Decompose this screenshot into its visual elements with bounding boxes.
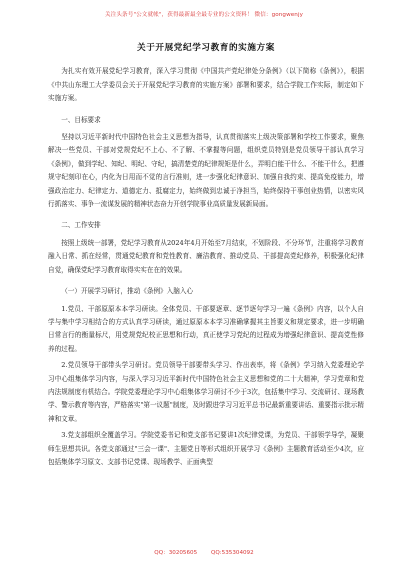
document-body	[48, 42, 364, 472]
work-plan-paragraph: 按照上级统一部署，党纪学习教育从2024年4月开始至7月结束，不划阶段、不分环节，注重将学习教育融入日常、抓在经常，贯通党纪教育和党性教育、廉洁教育、推动党员、干部提高党纪修养，积极强化纪律自觉，确保党纪学习教育取得实实在在的效果。	[48, 238, 364, 274]
subsection-heading-study: （一）开展学习研讨，推动《条例》入脑入心	[61, 287, 194, 296]
goals-paragraph: 坚持以习近平新时代中国特色社会主义思想为指导，认真贯彻落实上级决策部署和学校工作要求，聚焦解决一些党员、干部对党规党纪不上心、不了解、不掌握等问题，组织党员特别是党员领导干部认真学习《条例》，做到学纪、知纪、明纪、守纪，搞清楚党的纪律规矩是什么，弄明白能干什么、不能干什么，把遵规守纪刻印在心，内化为日用而不觉的言行准则，进一步强化纪律意识、加强自我约束、提高免疫能力，增强政治定力、纪律定力、道德定力、抵腐定力，始终做到忠诚于净担当，始终保持干事创业热情，以密实风行抓落实、事争一流谋发展的精神状态奋力开创学院事业高质量发展新局面。	[48, 133, 364, 209]
item-paragraph-2: 2.党员领导干部带头学习研讨。党员领导干部要带头学习、作出表率，将《条例》学习纳入党委理论学习中心组集体学习内容，与深入学习习近平新时代中国特色社会主义思想和党的二十大精神，学习党章和党内法规制度有机结合。学院党委理论学习中心组集体学习研讨不少于3次，包括集中学习、交流研讨、现场教学、警示教育等内容，严格落实"第一议题"制度，及时跟进学习习近平总书记最新重要讲话、重要指示批示精神和文章。	[48, 361, 364, 423]
footer-qq: QQ：30205605	[154, 550, 198, 556]
contact-footer	[0, 548, 408, 556]
section-heading-work-plan: 二、工作安排	[61, 221, 101, 230]
item-paragraph-3: 3.党支部组织全覆盖学习。学院党委书记和党支部书记要讲1次纪律党课，为党员、干部领学导学，凝聚师生思想共识。各党支部通过"三会一课"、主题党日等形式组织开展学习《条例》主题教育活动至少4次，应包括集体学习原文、支部书记党课、现场教学、正面典型	[48, 431, 364, 466]
intro-paragraph: 为扎实有效开展党纪学习教育，深入学习贯彻《中国共产党纪律处分条例》（以下简称《条例》），根据《中共山东理工大学委员会关于开展党纪学习教育的实施方案》部署和要求，结合学院工作实际，制定如下实施方案。	[48, 67, 364, 103]
footer-qq-secondary: QQ:535304092	[210, 550, 254, 556]
promo-banner: 关注头条号"公文就帐"，获得最新最全最专业的公文资料！ 微信：gongwenjy	[104, 12, 304, 18]
document-title: 关于开展党纪学习教育的实施方案	[137, 43, 275, 53]
item-paragraph-1: 1.党员、干部原原本本学习研读。全体党员、干部要逐章、逐节逐句学习一遍《条例》内容，以个人自学与集中学习相结合的方式认真学习研读，通过原原本本学习准确掌握其主旨要义和规定要求，进一步明确日常言行的衡量标尺，用党规党纪校正思想和行动，真正使学习党纪的过程成为增强纪律意识、提高党性修养的过程。	[48, 304, 364, 353]
section-heading-goals: 一、目标要求	[61, 115, 101, 124]
